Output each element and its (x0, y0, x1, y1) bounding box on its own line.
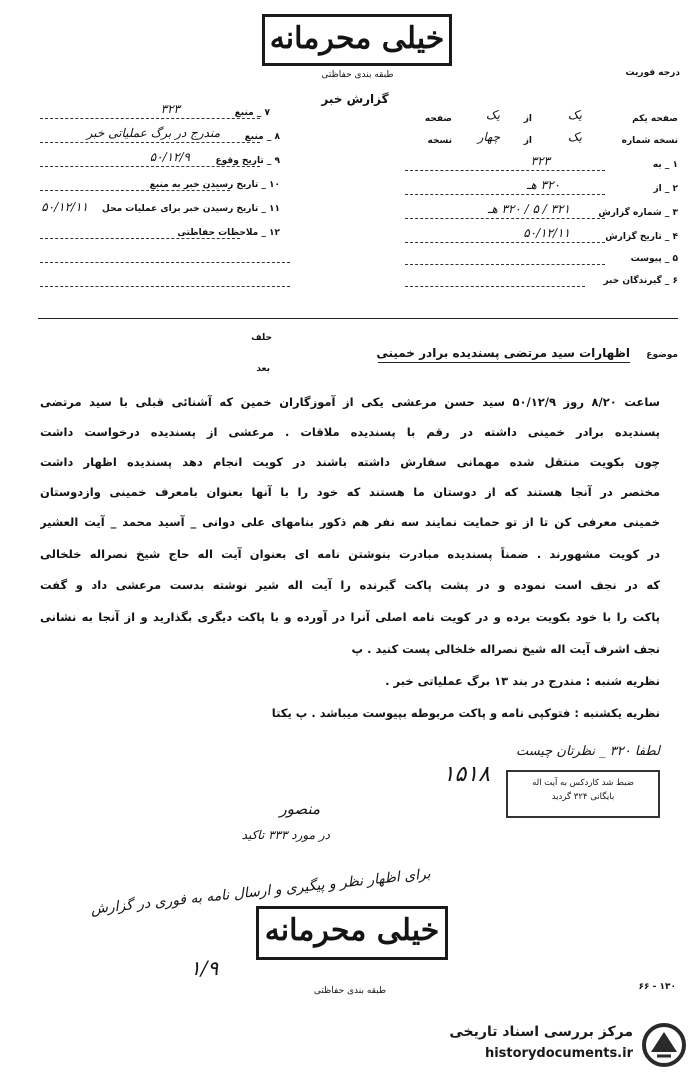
report-title: گزارش خبر (321, 92, 389, 106)
field-occurrence-date-value: ۵۰/۱۲/۹ (149, 150, 190, 164)
handwritten-signature-2: در مورد ۳۳۳ تاکید (241, 828, 330, 842)
field-security-notes: ۱۲ _ ملاحظات حفاظتی (177, 228, 280, 238)
bottom-stamp-text: خیلی محرمانه (264, 913, 440, 948)
field-from: ۲ _ از (653, 184, 678, 194)
body-line: ساعت ۸/۲۰ روز ۵۰/۱۲/۹ سید حسن مرعشی یکی از آموزگاران خمین که آشنائی قبلی با سید مرتضی (40, 395, 660, 409)
field-source-value: ۳۲۳ (160, 102, 180, 116)
field-to-value: ۳۲۳ (530, 154, 550, 168)
body-line: پسندیده برادر خمینی داشته در رقم با پسندیده ملاقات . مرعشی از پسندیده درخواست داشت (40, 425, 660, 439)
field-copy-mid: از (523, 136, 532, 146)
handwritten-number: ۱۵۱۸ (442, 762, 490, 787)
field-received-ops-value: ۵۰/۱۲/۱۱ (41, 200, 88, 214)
field-page: صفحه یکم (632, 114, 678, 124)
side-small-1: حلف (251, 333, 272, 343)
handwritten-date: ۱/۹ (190, 956, 219, 980)
field-copy-value2-hand: چهار (477, 130, 500, 144)
registry-stamp-line2: بایگانی ۳۲۴ گردید (551, 792, 615, 802)
field-page-value2-hand: یک (485, 108, 500, 122)
handwritten-note-1: لطفا ۳۲۰ _ نظرتان چیست (515, 744, 660, 759)
field-report-no-value: ۳۲۱ / ۵ / ۳۲۰ هـ (487, 202, 570, 216)
field-to: ۱ _ به (652, 160, 678, 170)
field-page-value2: صفحه (424, 114, 452, 124)
bottom-classification-stamp (256, 906, 448, 960)
field-attachment: ۵ _ پیوست (630, 254, 678, 264)
field-copy: نسخه شماره (621, 136, 678, 146)
field-report-date-value: ۵۰/۱۲/۱۱ (523, 226, 570, 240)
body-line: که در نجف است نموده و در پشت پاکت گیرنده را آیت اله شیر نوشته بدست مرعشی داد و گفت (40, 578, 660, 592)
top-stamp-subtitle: طبقه بندی حفاظتی (321, 70, 394, 80)
field-report-no: ۳ _ شماره گزارش (598, 208, 678, 218)
field-occurrence-date: ۹ _ تاریخ وقوع (215, 156, 280, 166)
separator-line-1 (38, 318, 678, 319)
registry-stamp-line1: ضبط شد کاردکس به آیت اله (532, 778, 634, 788)
body-line: در کویت مشهورند . ضمناً پسندیده مبادرت بنوشتن نامه ای بعنوان آیت اله حاج شیخ نصراله خلخالی (40, 547, 660, 561)
body-line: خمینی معرفی کن تا از تو حمایت نمایند سه نفر هم ذکور بنامهای علی دوانی _ آسید محمد _ آیت العشیر (40, 515, 660, 529)
archive-logo-url: historydocuments.ir (484, 1046, 633, 1061)
body-line: مختصر در آنجا هستند که از دوستان ما هستند که خود را با آنها بعنوان بامعرف خمینی وازدوستان (40, 485, 660, 499)
body-line: نظریه شنبه : مندرج در بند ۱۳ برگ عملیاتی خبر . (385, 674, 660, 688)
field-source2: ۸ _ منبع (244, 132, 280, 142)
side-small-2: بعد (256, 364, 270, 374)
registry-stamp-box (506, 770, 660, 818)
archive-emblem-icon (639, 1022, 689, 1068)
top-stamp-text: خیلی محرمانه (269, 21, 445, 56)
body-line: نجف اشرف آیت اله شیخ نصراله خلخالی پست کنید . پ (351, 642, 660, 656)
subject-text: اظهارات سید مرتضی پسندیده برادر خمینی (376, 346, 630, 360)
body-line: نظریه یکشنبه : فتوکپی نامه و پاکت مربوطه بپیوست میباشد . پ یکتا (271, 706, 660, 720)
field-from-value: ۳۲۰ هـ (526, 178, 560, 192)
urgency-label: درجه فوریت (625, 68, 680, 78)
subject-underline (378, 362, 630, 363)
body-line: پاکت را با خود بکویت برده و در کویت نامه اصلی آنرا در آورده و با پاکت دیگری بگذارید و از آنجا به نشانی (40, 610, 660, 624)
top-classification-stamp (262, 14, 452, 66)
field-copy-value2: نسخه (427, 136, 452, 146)
field-source: ۷ _ منبع (234, 108, 270, 118)
field-received-source: ۱۰ _ تاریخ رسیدن خبر به منبع (149, 180, 280, 190)
field-page-value1: یک (567, 108, 582, 122)
bottom-stamp-subtitle: طبقه بندی حفاظتی (313, 986, 387, 996)
document-number: ۱۳۰ - ۶۶ (638, 982, 676, 992)
field-source2-value: مندرج در برگ عملیاتی خبر (86, 126, 220, 140)
subject-label: موضوع (646, 350, 678, 360)
field-copy-value1: یک (567, 130, 582, 144)
body-line: چون بکویت منتقل شده مهمانی سفارش داشته باشند در کویت انجام دهد پسندیده اظهار داشت (40, 455, 660, 469)
field-report-date: ۴ _ تاریخ گزارش (605, 232, 678, 242)
archive-logo-name: مرکز بررسی اسناد تاریخی (449, 1024, 633, 1040)
field-received-ops: ۱۱ _ تاریخ رسیدن خبر برای عملیات محل (102, 204, 280, 214)
archive-logo (430, 1020, 695, 1070)
field-page-mid: از (523, 114, 532, 124)
field-recipients: ۶ _ گیرندگان خبر (603, 276, 678, 286)
handwritten-signature-1: منصور (279, 800, 320, 818)
handwritten-long-note: برای اظهار نظر و پیگیری و ارسال نامه به فوری در گزارش (89, 866, 431, 918)
